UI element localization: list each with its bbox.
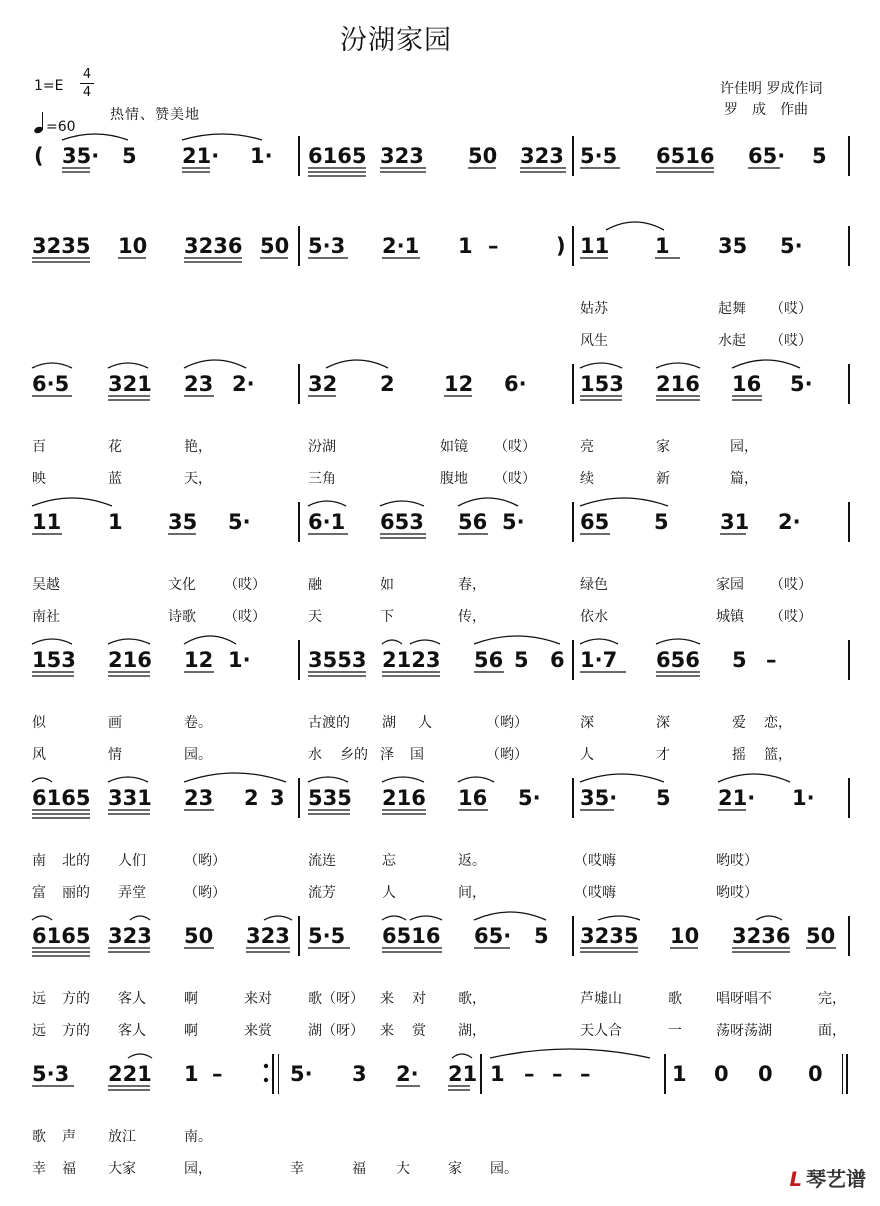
slur-mark: [474, 636, 560, 644]
note-group: 0: [758, 1062, 773, 1086]
lyric-verse2: 湖（呀）: [308, 1023, 364, 1039]
note-group: 11: [32, 510, 62, 534]
note-group: 6·: [504, 372, 527, 396]
slur-mark: [756, 916, 782, 920]
lyric-verse1: 湖: [382, 715, 396, 731]
slur-mark: [458, 777, 494, 782]
note-group: 35·: [62, 144, 100, 168]
lyric-verse1: 姑苏: [580, 301, 608, 317]
slur-mark: [32, 363, 72, 368]
lyric-verse2: 摇: [732, 747, 746, 763]
note-group: 153: [580, 372, 624, 396]
lyric-verse2: 面，: [818, 1023, 846, 1039]
note-group: 5·: [502, 510, 525, 534]
note-group: 50: [806, 924, 836, 948]
lyric-verse1: 起舞: [718, 301, 746, 317]
note-group: 3: [352, 1062, 367, 1086]
lyric-verse2: 天，: [184, 471, 212, 487]
lyric-verse1: （哎）: [770, 577, 812, 593]
note-group: 35: [718, 234, 748, 258]
slur-mark: [326, 360, 388, 368]
note-group: 65·: [474, 924, 512, 948]
note-group: 50: [468, 144, 498, 168]
slur-mark: [598, 916, 640, 920]
lyric-verse2: 流芳: [308, 885, 336, 901]
note-group: –: [766, 648, 777, 672]
slur-mark: [32, 639, 72, 644]
note-group: 5: [514, 648, 529, 672]
lyric-verse1: 汾湖: [308, 439, 336, 455]
note-group: 2·: [232, 372, 255, 396]
lyric-verse1: （哎）: [224, 577, 266, 593]
note-group: 5·3: [308, 234, 346, 258]
lyric-verse1: 绿色: [580, 577, 608, 593]
lyric-verse2: （哎嗨: [574, 885, 616, 901]
note-group: 331: [108, 786, 152, 810]
note-group: ): [556, 234, 566, 258]
slur-mark: [184, 636, 236, 644]
note-group: 1·: [250, 144, 273, 168]
repeat-dot: [264, 1078, 268, 1082]
slur-mark: [382, 777, 424, 782]
note-group: 5·: [518, 786, 541, 810]
note-group: 323: [520, 144, 564, 168]
note-group: 1·: [228, 648, 251, 672]
lyric-verse1: 远: [32, 991, 46, 1007]
lyric-verse2: 丽的: [62, 885, 90, 901]
lyric-verse1: 芦墟山: [580, 991, 622, 1007]
lyric-verse1: 来对: [244, 991, 272, 1007]
lyric-verse2: 腹地: [440, 471, 468, 487]
note-group: 3553: [308, 648, 367, 672]
lyric-verse1: 来: [380, 991, 394, 1007]
note-group: 2·1: [382, 234, 420, 258]
time-sig-top: 4: [82, 67, 92, 82]
lyric-verse2: 续: [580, 471, 594, 487]
lyric-verse1: 对: [412, 991, 426, 1007]
lyric-verse2: 哟哎）: [716, 885, 758, 901]
note-group: 2: [244, 786, 259, 810]
slur-mark: [382, 640, 402, 644]
lyric-verse2: 大: [396, 1161, 410, 1177]
lyric-verse1: 如镜: [440, 439, 468, 455]
song-title: 汾湖家园: [340, 25, 452, 56]
lyric-verse2: 园，: [184, 1161, 212, 1177]
slur-mark: [108, 777, 148, 782]
lyric-verse1: 返。: [458, 853, 486, 869]
logo-mark-icon: ᒪ: [789, 1167, 802, 1191]
note-group: 23: [184, 372, 214, 396]
slur-mark: [452, 1054, 472, 1058]
lyric-verse2: 荡呀荡湖: [716, 1023, 772, 1039]
note-group: 216: [656, 372, 700, 396]
note-group: 6: [550, 648, 565, 672]
note-group: 0: [714, 1062, 729, 1086]
key-signature: 1=E: [34, 78, 64, 94]
lyric-verse1: 融: [308, 577, 322, 593]
lyric-verse2: 情: [108, 747, 122, 763]
note-group: 65·: [748, 144, 786, 168]
note-group: 5: [656, 786, 671, 810]
slur-mark: [184, 773, 286, 782]
lyric-verse1: 歌: [32, 1129, 46, 1145]
slur-mark: [182, 134, 262, 140]
note-group: 1: [672, 1062, 687, 1086]
note-group: 1: [458, 234, 473, 258]
lyric-verse1: （哎）: [770, 301, 812, 317]
lyric-verse1: 花: [108, 439, 122, 455]
lyric-verse2: 园。: [184, 747, 212, 763]
note-group: 3236: [184, 234, 243, 258]
note-group: 16: [732, 372, 762, 396]
lyric-verse2: 幸: [290, 1161, 304, 1177]
note-group: 216: [382, 786, 426, 810]
lyric-verse1: （哟）: [184, 853, 226, 869]
lyric-verse1: 忘: [382, 853, 396, 869]
slur-mark: [410, 916, 442, 920]
lyric-verse1: 南。: [184, 1129, 212, 1145]
lyric-verse1: （哎嗨: [574, 853, 616, 869]
lyric-verse2: 湖，: [458, 1023, 486, 1039]
note-group: 5: [122, 144, 137, 168]
note-group: 11: [580, 234, 610, 258]
lyric-verse1: 唱呀唱不: [716, 991, 772, 1007]
slur-mark: [62, 134, 128, 140]
lyric-verse2: （哎）: [770, 609, 812, 625]
slur-mark: [128, 1054, 152, 1058]
note-group: –: [524, 1062, 535, 1086]
lyric-verse1: 吴越: [32, 577, 60, 593]
note-group: 653: [380, 510, 424, 534]
slur-mark: [580, 639, 618, 644]
lyric-verse2: 赏: [412, 1023, 426, 1039]
note-group: 56: [458, 510, 488, 534]
lyric-verse1: 园，: [730, 439, 758, 455]
lyric-verse2: 一: [668, 1023, 682, 1039]
lyric-verse1: 文化: [168, 577, 196, 593]
note-group: –: [580, 1062, 591, 1086]
note-group: 1: [490, 1062, 505, 1086]
lyric-verse2: 弄堂: [118, 885, 146, 901]
lyric-verse2: （哎）: [494, 471, 536, 487]
note-group: 5: [534, 924, 549, 948]
lyric-verse2: （哟）: [184, 885, 226, 901]
lyric-verse2: 幸: [32, 1161, 46, 1177]
note-group: 6·5: [32, 372, 70, 396]
lyric-verse2: 依水: [580, 609, 608, 625]
note-group: 5: [812, 144, 827, 168]
lyric-verse1: 爱: [732, 715, 746, 731]
note-group: 3236: [732, 924, 791, 948]
composer-credit: 罗 成 作曲: [724, 102, 808, 118]
note-group: 323: [380, 144, 424, 168]
lyric-verse1: 深: [580, 715, 594, 731]
note-group: 21: [448, 1062, 478, 1086]
slur-mark: [130, 916, 150, 920]
note-group: 10: [118, 234, 148, 258]
lyric-verse2: 水: [308, 747, 322, 763]
slur-mark: [382, 916, 406, 920]
slur-mark: [474, 912, 546, 920]
lyric-verse2: 乡的: [340, 747, 368, 763]
slur-mark: [580, 498, 668, 506]
lyric-verse2: 篮，: [764, 747, 792, 763]
lyric-verse1: 画: [108, 715, 122, 731]
note-group: 321: [108, 372, 152, 396]
lyric-verse2: 福: [62, 1161, 76, 1177]
lyric-verse1: 哟哎）: [716, 853, 758, 869]
lyric-verse2: 映: [32, 471, 46, 487]
note-group: –: [212, 1062, 223, 1086]
slur-mark: [458, 498, 518, 506]
note-group: 221: [108, 1062, 152, 1086]
tempo-marking: =60: [34, 112, 76, 135]
slur-mark: [380, 501, 424, 506]
lyric-verse2: 远: [32, 1023, 46, 1039]
slur-mark: [264, 916, 292, 920]
note-group: 5·3: [32, 1062, 70, 1086]
lyric-verse1: 歌，: [458, 991, 486, 1007]
slur-mark: [308, 777, 348, 782]
lyric-verse2: 蓝: [108, 471, 122, 487]
lyric-verse1: 完，: [818, 991, 846, 1007]
lyric-verse1: 客人: [118, 991, 146, 1007]
note-group: 32: [308, 372, 338, 396]
lyric-verse2: 福: [352, 1161, 366, 1177]
note-group: 21·: [182, 144, 220, 168]
note-group: 5: [732, 648, 747, 672]
lyric-verse2: 来赏: [244, 1023, 272, 1039]
note-group: 50: [184, 924, 214, 948]
lyric-verse1: 声: [62, 1129, 76, 1145]
slur-mark: [490, 1049, 650, 1058]
lyric-verse2: 才: [656, 747, 670, 763]
lyric-verse2: 方的: [62, 1023, 90, 1039]
lyric-verse2: 天: [308, 609, 322, 625]
slur-mark: [32, 498, 112, 506]
slur-mark: [32, 778, 52, 782]
lyric-verse2: 新: [656, 471, 670, 487]
lyric-verse2: 南社: [32, 609, 60, 625]
lyric-verse1: 艳，: [184, 439, 212, 455]
lyric-verse1: （哟）: [486, 715, 528, 731]
lyric-verse2: （哎）: [770, 333, 812, 349]
note-group: 6516: [382, 924, 441, 948]
lyric-verse2: 国: [410, 747, 424, 763]
lyric-verse2: 来: [380, 1023, 394, 1039]
note-group: 50: [260, 234, 290, 258]
note-group: 23: [184, 786, 214, 810]
lyric-verse2: 富: [32, 885, 46, 901]
site-logo: ᒪ 琴艺谱: [789, 1167, 866, 1191]
note-group: 6516: [656, 144, 715, 168]
note-group: 5·5: [308, 924, 346, 948]
note-group: 535: [308, 786, 352, 810]
lyric-verse2: 传，: [458, 609, 486, 625]
note-group: 56: [474, 648, 504, 672]
note-group: –: [488, 234, 499, 258]
slur-mark: [656, 639, 700, 644]
lyric-verse2: 泽: [380, 747, 394, 763]
note-group: 153: [32, 648, 76, 672]
slur-mark: [308, 501, 346, 506]
slur-mark: [580, 774, 664, 782]
note-group: 1: [108, 510, 123, 534]
note-group: 35: [168, 510, 198, 534]
lyric-verse2: 下: [380, 609, 394, 625]
note-group: 35·: [580, 786, 618, 810]
lyric-verse1: 啊: [184, 991, 198, 1007]
lyric-verse2: 大家: [108, 1161, 136, 1177]
lyric-verse2: 水起: [718, 333, 746, 349]
lyric-verse1: 北的: [62, 853, 90, 869]
note-group: 2: [380, 372, 395, 396]
lyric-verse2: 三角: [308, 471, 336, 487]
lyric-verse2: 客人: [118, 1023, 146, 1039]
note-group: 1·7: [580, 648, 618, 672]
lyric-verse2: 风生: [580, 333, 608, 349]
note-group: 65: [580, 510, 610, 534]
lyric-verse1: 恋，: [764, 715, 792, 731]
lyric-verse1: 家: [656, 439, 670, 455]
time-sig-bottom: 4: [82, 85, 92, 100]
note-group: 5·: [290, 1062, 313, 1086]
lyric-verse1: 人们: [118, 853, 146, 869]
note-group: 3235: [580, 924, 639, 948]
note-group: 656: [656, 648, 700, 672]
lyric-verse1: 似: [32, 715, 46, 731]
lyric-verse2: 人: [382, 885, 396, 901]
slur-mark: [718, 774, 790, 782]
lyric-verse1: 如: [380, 577, 394, 593]
note-group: 5·: [790, 372, 813, 396]
note-group: (: [34, 144, 44, 168]
note-group: 16: [458, 786, 488, 810]
slur-mark: [108, 363, 148, 368]
note-group: 323: [246, 924, 290, 948]
note-group: 6165: [32, 924, 91, 948]
lyric-verse1: 亮: [580, 439, 594, 455]
note-group: 1: [184, 1062, 199, 1086]
lyric-verse1: 放江: [108, 1129, 136, 1145]
lyricist-credit: 许佳明 罗成作词: [720, 81, 823, 97]
slur-mark: [410, 640, 440, 644]
lyric-verse1: 家园: [716, 577, 744, 593]
lyric-verse1: 歌: [668, 991, 682, 1007]
lyric-verse2: 风: [32, 747, 46, 763]
note-group: 10: [670, 924, 700, 948]
note-group: 2123: [382, 648, 441, 672]
slur-mark: [32, 916, 52, 920]
slur-mark: [580, 363, 622, 368]
note-group: 1·: [792, 786, 815, 810]
lyric-verse2: 间，: [458, 885, 486, 901]
lyric-verse1: 卷。: [184, 715, 212, 731]
note-group: 5·: [228, 510, 251, 534]
lyric-verse1: 百: [32, 439, 46, 455]
slur-mark: [108, 639, 150, 644]
lyric-verse2: 家: [448, 1161, 462, 1177]
note-group: 5: [654, 510, 669, 534]
note-group: 2·: [396, 1062, 419, 1086]
lyric-verse2: （哎）: [224, 609, 266, 625]
lyric-verse1: 深: [656, 715, 670, 731]
note-group: 5·5: [580, 144, 618, 168]
slur-mark: [184, 360, 246, 368]
lyric-verse2: 诗歌: [168, 609, 196, 625]
lyric-verse1: 方的: [62, 991, 90, 1007]
lyric-verse1: 南: [32, 853, 46, 869]
lyric-verse1: 古渡的: [308, 715, 350, 731]
note-group: 323: [108, 924, 152, 948]
slur-mark: [656, 363, 700, 368]
note-group: 6165: [32, 786, 91, 810]
lyric-verse1: 人: [418, 715, 432, 731]
note-group: 12: [184, 648, 214, 672]
lyric-verse2: 天人合: [580, 1023, 622, 1039]
slur-mark: [732, 360, 800, 368]
lyric-verse2: 园。: [490, 1161, 518, 1177]
note-group: 3: [270, 786, 285, 810]
note-group: 6·1: [308, 510, 346, 534]
slur-mark: [606, 222, 664, 230]
lyric-verse1: 歌（呀）: [308, 991, 364, 1007]
lyric-verse1: （哎）: [494, 439, 536, 455]
note-group: 2·: [778, 510, 801, 534]
note-group: 1: [655, 234, 670, 258]
note-group: 6165: [308, 144, 367, 168]
note-group: 21·: [718, 786, 756, 810]
lyric-verse2: 篇，: [730, 471, 758, 487]
lyric-verse2: 人: [580, 747, 594, 763]
note-group: 5·: [780, 234, 803, 258]
repeat-dot: [264, 1064, 268, 1068]
note-group: 12: [444, 372, 474, 396]
note-group: 0: [808, 1062, 823, 1086]
lyric-verse1: 流连: [308, 853, 336, 869]
note-group: 3235: [32, 234, 91, 258]
lyric-verse2: 城镇: [716, 609, 744, 625]
expression-marking: 热情、赞美地: [110, 107, 200, 123]
lyric-verse1: 春，: [458, 577, 486, 593]
note-group: 31: [720, 510, 750, 534]
note-group: 216: [108, 648, 152, 672]
lyric-verse2: （哟）: [486, 747, 528, 763]
lyric-verse2: 啊: [184, 1023, 198, 1039]
note-group: –: [552, 1062, 563, 1086]
